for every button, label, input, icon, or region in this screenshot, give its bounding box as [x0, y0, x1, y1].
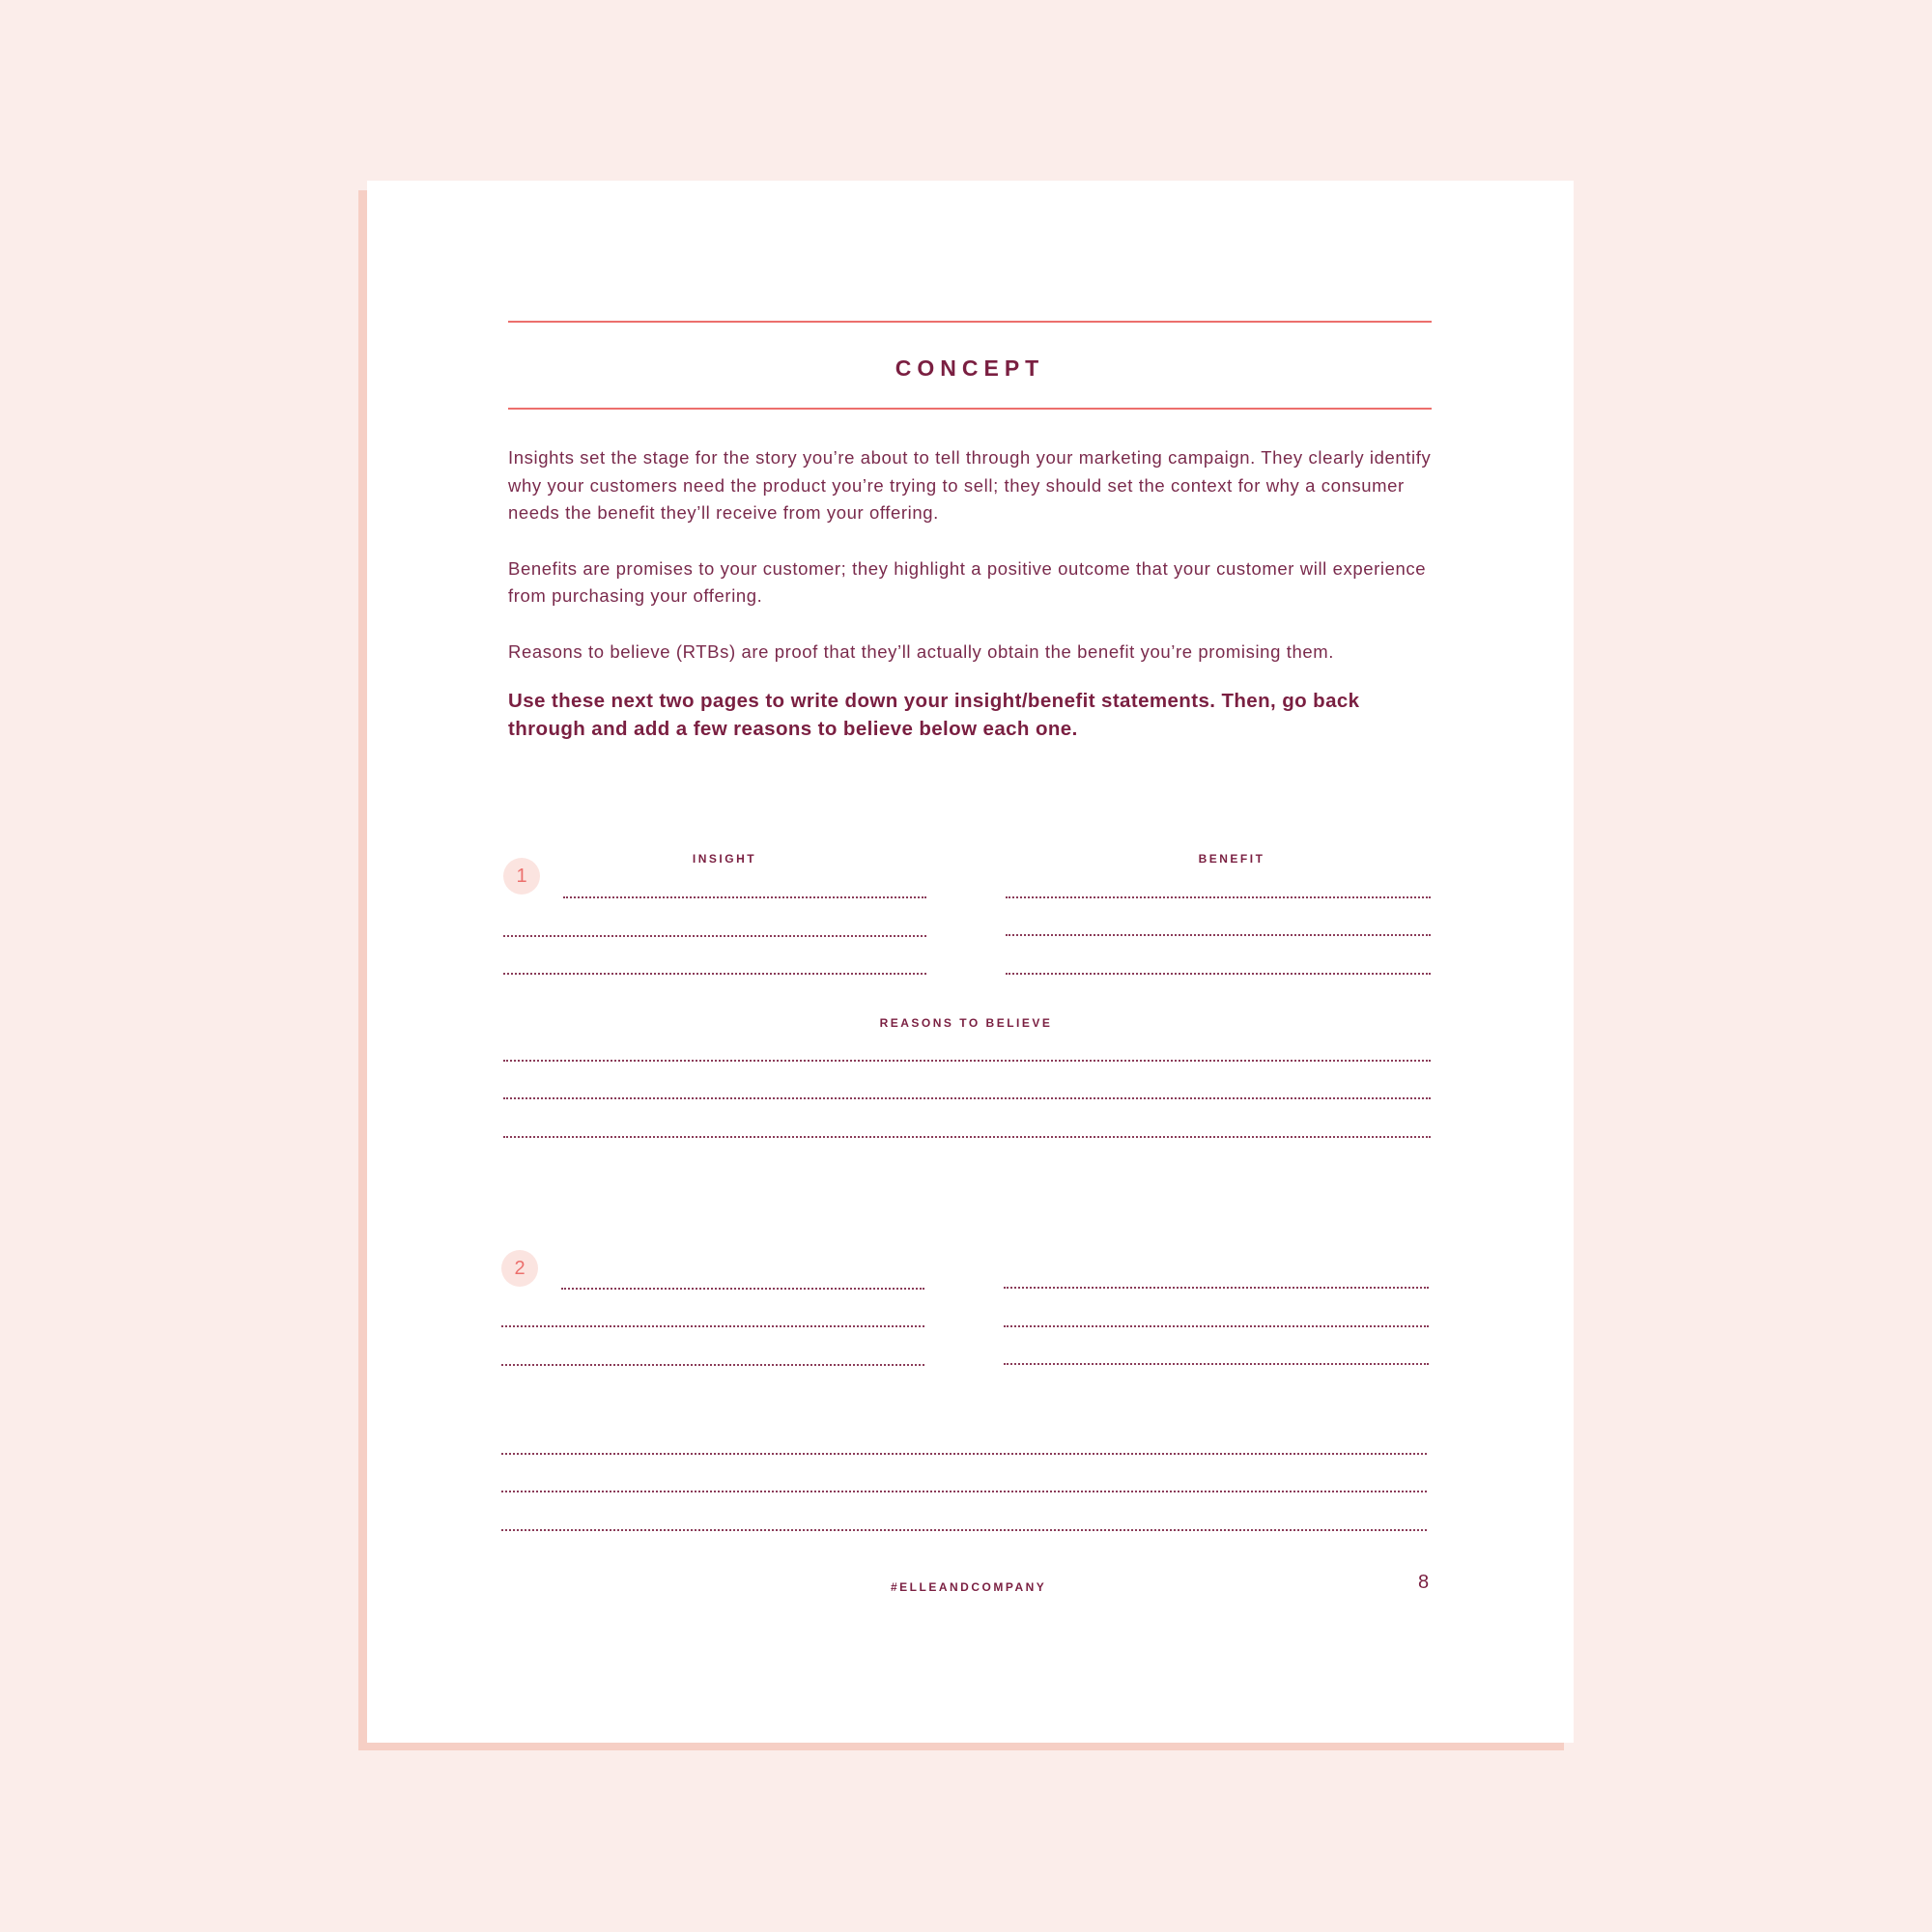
- benefit-label: BENEFIT: [1198, 852, 1265, 866]
- benefit-line-2[interactable]: [1006, 934, 1431, 936]
- footer-hashtag: #ELLEANDCOMPANY: [891, 1580, 1047, 1594]
- page-title: CONCEPT: [895, 355, 1045, 381]
- entry-number-badge: 1: [503, 858, 540, 895]
- insight-line-2[interactable]: [501, 1325, 924, 1327]
- instruction-text: Use these next two pages to write down your insight/benefit statements. Then, go back through and add a few reasons to believe below each one.: [508, 690, 1360, 740]
- insight-line-1[interactable]: [561, 1288, 924, 1290]
- benefit-line-3[interactable]: [1004, 1363, 1429, 1365]
- benefit-line-2[interactable]: [1004, 1325, 1429, 1327]
- insights-paragraph: Insights set the stage for the story you’re about to tell through your marketing campaign. They clearly identify why your customers need the product you’re trying to sell; they should set the context for why a consumer needs the benefit they’ll receive from your offering.: [508, 447, 1432, 523]
- insight-label: INSIGHT: [692, 852, 757, 866]
- insight-line-3[interactable]: [503, 973, 926, 975]
- benefit-line-3[interactable]: [1006, 973, 1431, 975]
- page-content: [508, 321, 1432, 743]
- entry-number-badge: 2: [501, 1250, 538, 1287]
- document-page: [367, 181, 1574, 1743]
- rtb-line-3[interactable]: [501, 1529, 1427, 1531]
- rtb-line-2[interactable]: [501, 1491, 1427, 1492]
- rtb-line-1[interactable]: [503, 1060, 1431, 1062]
- benefit-line-1[interactable]: [1006, 896, 1431, 898]
- benefits-paragraph: Benefits are promises to your customer; they highlight a positive outcome that your customer will experience from purchasing your offering.: [508, 557, 1427, 606]
- rtb-line-1[interactable]: [501, 1453, 1427, 1455]
- page-number: 8: [1418, 1572, 1430, 1593]
- benefit-line-1[interactable]: [1004, 1287, 1429, 1289]
- rtb-label: REASONS TO BELIEVE: [879, 1016, 1053, 1030]
- rtb-paragraph: Reasons to believe (RTBs) are proof that they’ll actually obtain the benefit you’re promising them.: [508, 640, 1334, 662]
- rtb-line-2[interactable]: [503, 1097, 1431, 1099]
- insight-line-2[interactable]: [503, 935, 926, 937]
- title-rule-bottom: [508, 408, 1432, 410]
- insight-line-3[interactable]: [501, 1364, 924, 1366]
- insight-line-1[interactable]: [563, 896, 926, 898]
- rtb-line-3[interactable]: [503, 1136, 1431, 1138]
